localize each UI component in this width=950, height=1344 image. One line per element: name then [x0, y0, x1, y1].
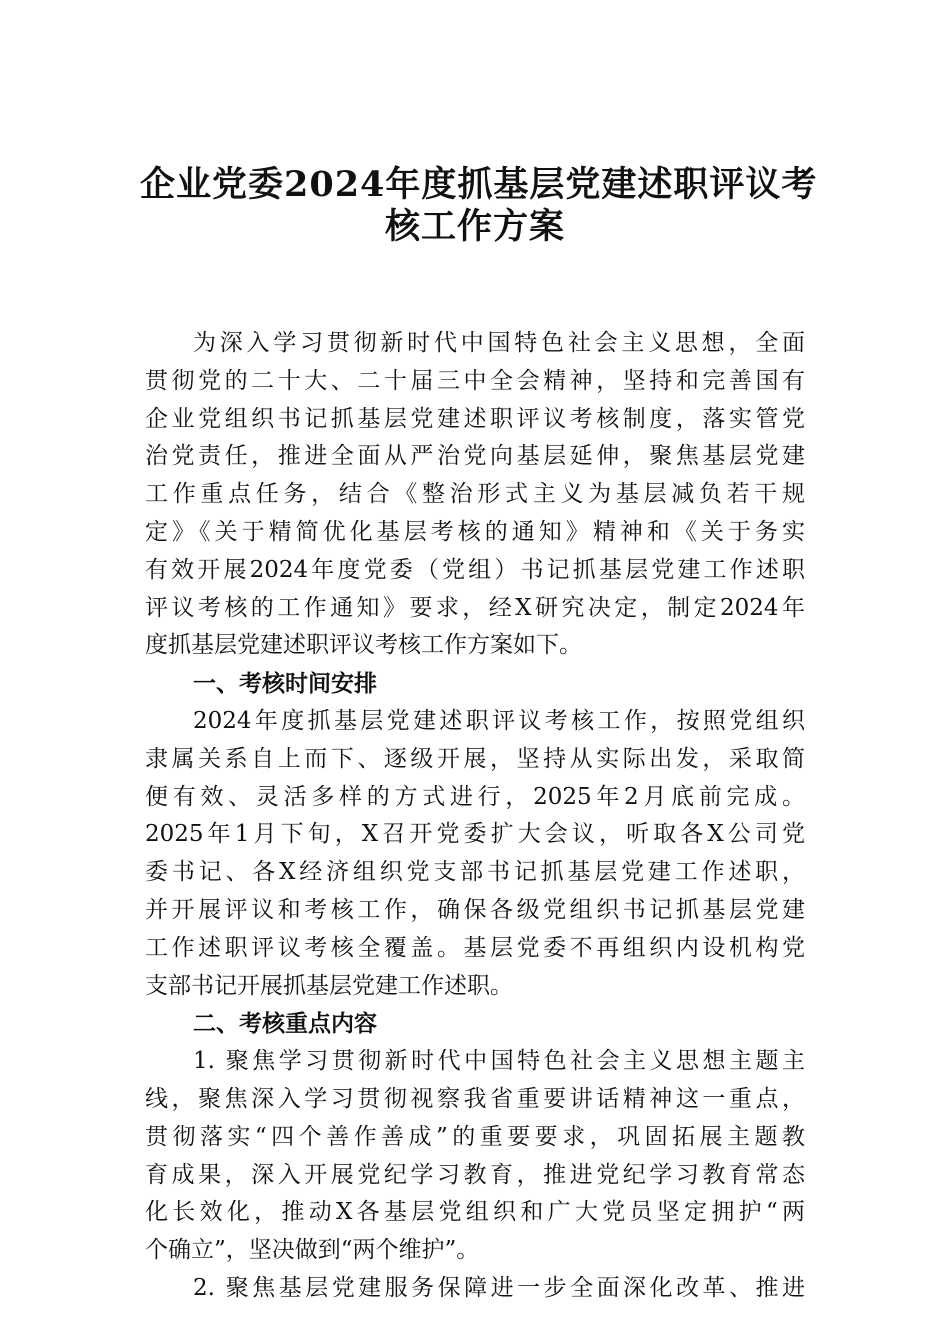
paragraph-line: 贯彻落实“四个善作善成”的重要要求，巩固拓展主题教	[145, 1123, 805, 1150]
paragraph-line: 线，聚焦深入学习贯彻视察我省重要讲话精神这一重点，	[145, 1085, 805, 1112]
paragraph-line: 2024年度抓基层党建述职评议考核工作，按照党组织	[193, 707, 805, 734]
paragraph-line: 有效开展2024年度党委（党组）书记抓基层党建工作述职	[145, 556, 805, 583]
paragraph-line: 工作述职评议考核全覆盖。基层党委不再组织内设机构党	[145, 934, 805, 961]
paragraph-line: 个确立”，坚决做到“两个维护”。	[145, 1237, 480, 1264]
paragraph-line: 委书记、各X经济组织党支部书记抓基层党建工作述职，	[145, 859, 805, 886]
paragraph-line: 为深入学习贯彻新时代中国特色社会主义思想，全面	[193, 330, 805, 356]
paragraph-line: 隶属关系自上而下、逐级开展，坚持从实际出发，采取简	[145, 745, 805, 772]
document-title-line-1: 企业党委2024年度抓基层党建述职评议考	[140, 164, 818, 205]
paragraph-line: 工作重点任务，结合《整治形式主义为基层减负若干规	[145, 481, 805, 508]
document-body	[145, 325, 805, 1308]
paragraph-line: 1. 聚焦学习贯彻新时代中国特色社会主义思想主题主	[193, 1048, 805, 1075]
paragraph-line: 支部书记开展抓基层党建工作述职。	[145, 972, 513, 999]
section-heading: 一、考核时间安排	[193, 670, 377, 698]
paragraph-line: 化长效化，推动X各基层党组织和广大党员坚定拥护“两	[145, 1199, 805, 1226]
document-title-line-2: 核工作方案	[384, 206, 565, 247]
section-heading: 二、考核重点内容	[193, 1010, 377, 1038]
paragraph-line: 度抓基层党建述职评议考核工作方案如下。	[145, 632, 582, 659]
paragraph-line: 定》《关于精简优化基层考核的通知》精神和《关于务实	[145, 518, 805, 545]
paragraph-line: 评议考核的工作通知》要求，经X研究决定，制定2024年	[145, 594, 805, 621]
paragraph-line: 贯彻党的二十大、二十届三中全会精神，坚持和完善国有	[145, 367, 805, 394]
paragraph-line: 便有效、灵活多样的方式进行，2025年2月底前完成。	[145, 783, 805, 810]
paragraph-line: 2025年1月下旬，X召开党委扩大会议，听取各X公司党	[145, 821, 805, 848]
paragraph-line: 2. 聚焦基层党建服务保障进一步全面深化改革、推进	[193, 1274, 805, 1301]
paragraph-line: 并开展评议和考核工作，确保各级党组织书记抓基层党建	[145, 896, 805, 923]
paragraph-line: 企业党组织书记抓基层党建述职评议考核制度，落实管党	[145, 405, 805, 432]
paragraph-line: 育成果，深入开展党纪学习教育，推进党纪学习教育常态	[145, 1161, 805, 1188]
paragraph-line: 治党责任，推进全面从严治党向基层延伸，聚焦基层党建	[145, 443, 805, 470]
